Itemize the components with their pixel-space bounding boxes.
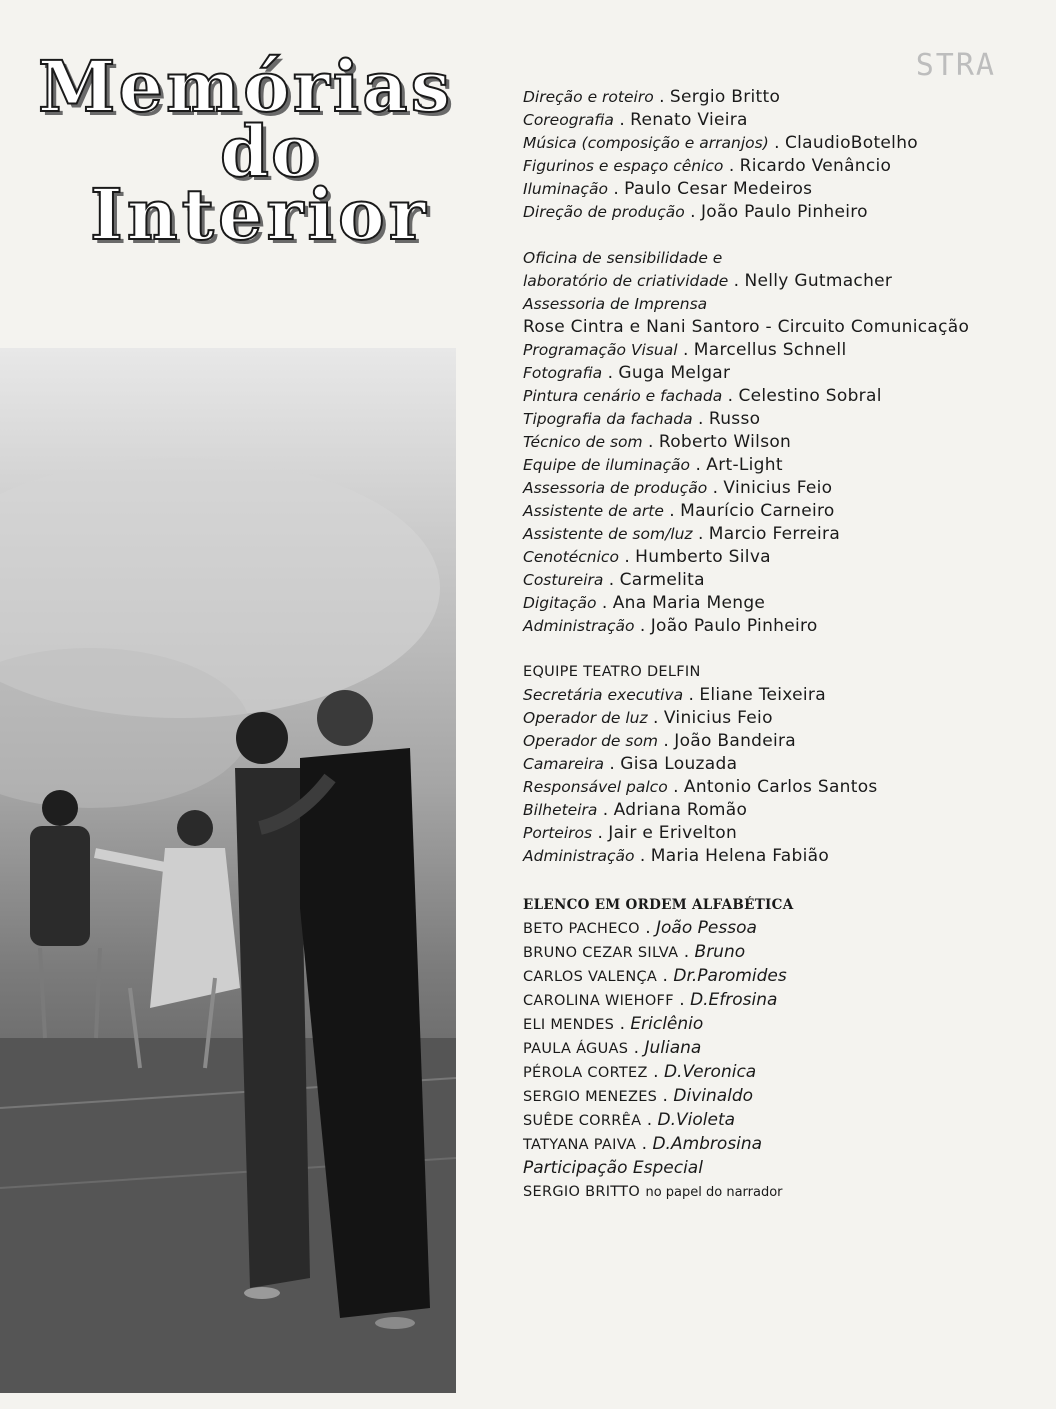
teatro-row: Administração . Maria Helena Fabião (523, 846, 830, 866)
faded-stamp: STRA (915, 48, 996, 83)
special-heading: Participação Especial (523, 1158, 703, 1178)
cast-row: TATYANA PAIVA . D.Ambrosina (523, 1134, 763, 1154)
title-line-2: do (220, 110, 320, 193)
elenco-heading: ELENCO EM ORDEM ALFABÉTICA (523, 897, 794, 913)
special-row: SERGIO BRITTO no papel do narrador (523, 1184, 783, 1200)
credit-row: Fotografia . Guga Melgar (523, 363, 731, 383)
press-names: Rose Cintra e Nani Santoro - Circuito Comunicação (523, 317, 970, 337)
cast-row: PAULA ÁGUAS . Juliana (523, 1038, 702, 1058)
figure-head-3 (236, 712, 288, 764)
credit-row: Cenotécnico . Humberto Silva (523, 547, 771, 567)
cast-row: SERGIO MENEZES . Divinaldo (523, 1086, 754, 1106)
credit-row: Tipografia da fachada . Russo (523, 409, 761, 429)
credit-row: Equipe de iluminação . Art-Light (523, 455, 783, 475)
credit-row: Costureira . Carmelita (523, 570, 705, 590)
figure-head-4 (317, 690, 373, 746)
credits-column (523, 86, 1033, 1204)
teatro-heading: EQUIPE TEATRO DELFIN (523, 664, 701, 680)
title-line-1: Memórias (38, 45, 454, 128)
teatro-row: Operador de som . João Bandeira (523, 731, 797, 751)
credit-row: Direção e roteiro . Sergio Britto (523, 87, 781, 107)
credit-row: Iluminação . Paulo Cesar Medeiros (523, 179, 813, 199)
photo-scene (0, 348, 456, 1393)
teatro-row: Porteiros . Jair e Erivelton (523, 823, 738, 843)
credit-row: Assistente de som/luz . Marcio Ferreira (523, 524, 841, 544)
title-line-3: Interior (90, 173, 430, 256)
credit-row: Coreografia . Renato Vieira (523, 110, 748, 130)
title-block (30, 45, 470, 265)
cast-row: BETO PACHECO . João Pessoa (523, 918, 757, 938)
credit-row: Assistente de arte . Maurício Carneiro (523, 501, 835, 521)
credit-row: Pintura cenário e fachada . Celestino Sobral (523, 386, 882, 406)
rehearsal-photo (0, 348, 456, 1393)
cast-row: PÉROLA CORTEZ . D.Veronica (523, 1062, 757, 1082)
credit-row: Programação Visual . Marcellus Schnell (523, 340, 847, 360)
teatro-row: Secretária executiva . Eliane Teixeira (523, 685, 826, 705)
oficina-line-2: laboratório de criatividade . Nelly Gutmacher (523, 271, 893, 291)
credit-row: Assessoria de produção . Vinicius Feio (523, 478, 833, 498)
cast-list (523, 917, 1033, 1180)
credit-row: Técnico de som . Roberto Wilson (523, 432, 792, 452)
credit-row: Música (composição e arranjos) . ClaudioBotelho (523, 133, 918, 153)
credit-row: Digitação . Ana Maria Menge (523, 593, 766, 613)
credit-row: Administração . João Paulo Pinheiro (523, 616, 818, 636)
cast-row: CAROLINA WIEHOFF . D.Efrosina (523, 990, 778, 1010)
oficina-line-1: Oficina de sensibilidade e (523, 249, 723, 267)
cast-row: BRUNO CEZAR SILVA . Bruno (523, 942, 746, 962)
teatro-row: Camareira . Gisa Louzada (523, 754, 738, 774)
cast-row: SUÊDE CORRÊA . D.Violeta (523, 1110, 736, 1130)
figure-head-2 (177, 810, 213, 846)
teatro-row: Responsável palco . Antonio Carlos Santos (523, 777, 878, 797)
teatro-row: Bilheteira . Adriana Romão (523, 800, 748, 820)
press-role: Assessoria de Imprensa (523, 295, 708, 313)
figure-head-1 (42, 790, 78, 826)
credit-row: Figurinos e espaço cênico . Ricardo Venâncio (523, 156, 892, 176)
cast-row: ELI MENDES . Ericlênio (523, 1014, 704, 1034)
credit-row: Direção de produção . João Paulo Pinheiro (523, 202, 868, 222)
cast-row: CARLOS VALENÇA . Dr.Paromides (523, 966, 787, 986)
teatro-row: Operador de luz . Vinicius Feio (523, 708, 773, 728)
